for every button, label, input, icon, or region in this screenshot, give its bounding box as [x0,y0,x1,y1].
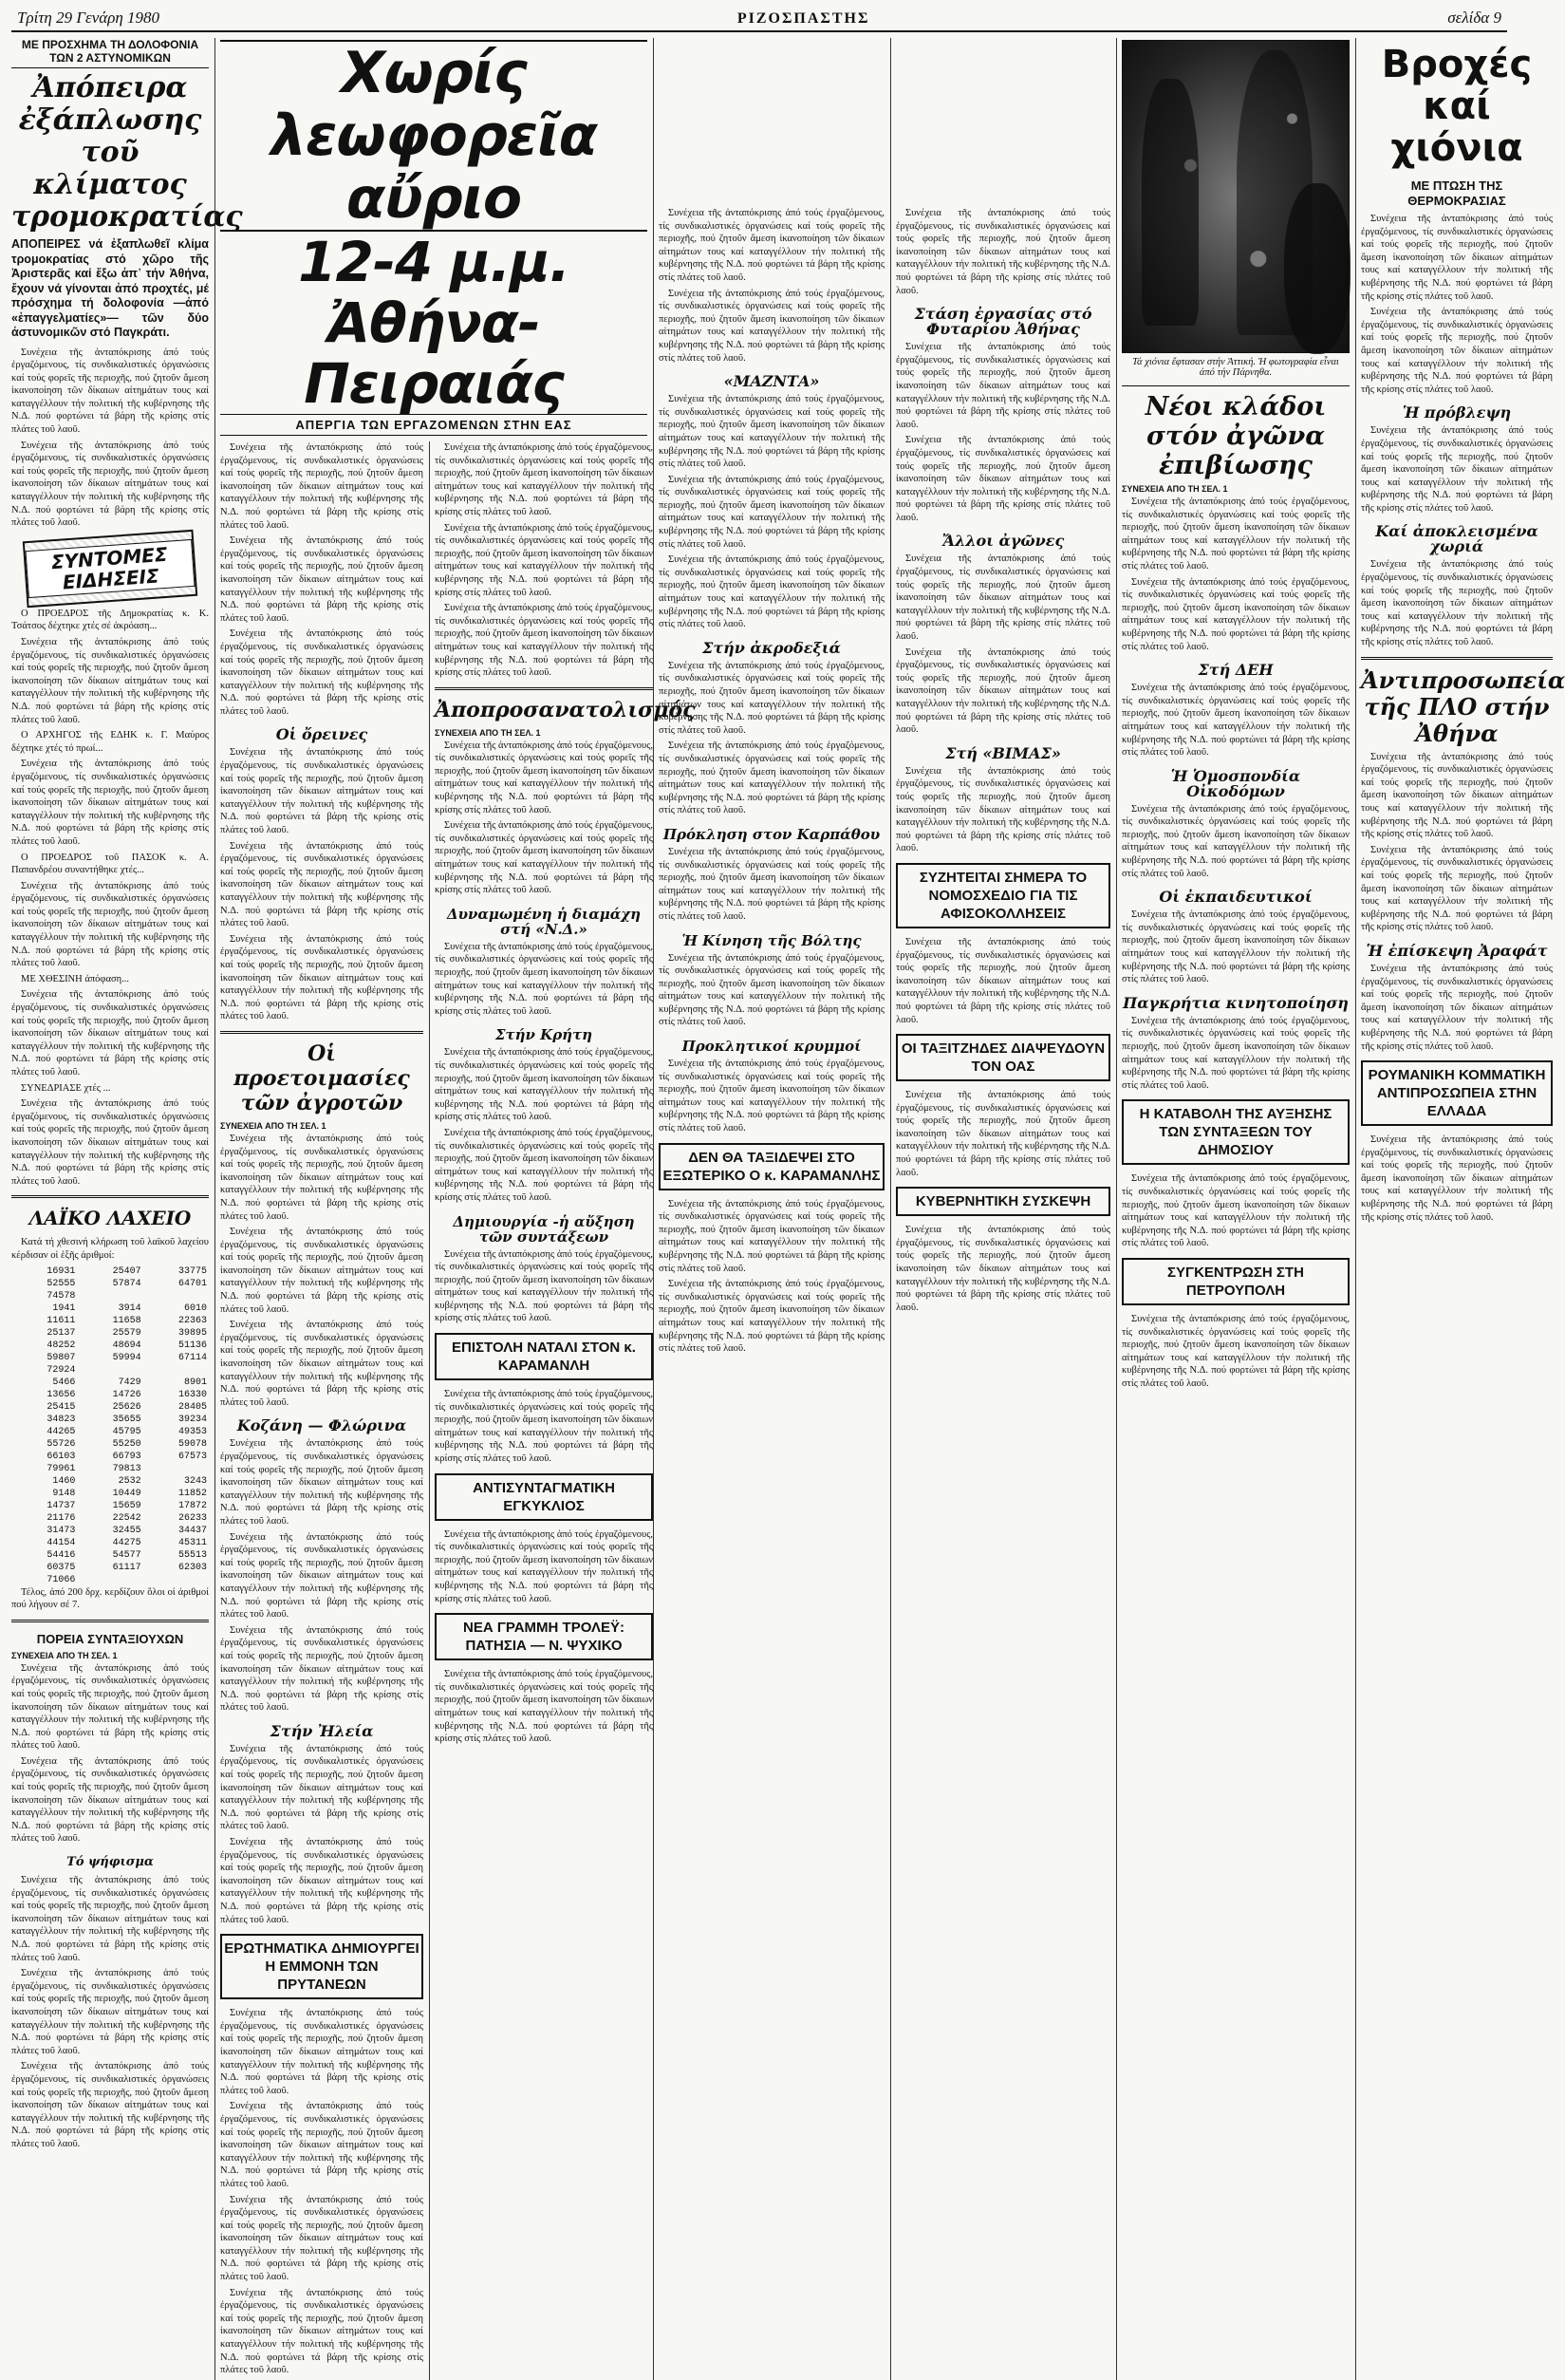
lottery-number: 45795 [112,1426,141,1437]
subhead-other-struggles: Ἄλλοι ἀγῶνες [941,532,1065,551]
headline-petroupoli: ΣΥΓΚΕΝΤΡΩΣΗ ΣΤΗ ΠΕΤΡΟΥΠΟΛΗ [1167,1264,1304,1299]
article-text: Συνέχεια τῆς ἀνταπόκρισης ἀπό τούς ἐργαζόμενους, τίς συνδικαλιστικές ὀργανώσεις καί τούς φορεῖς τῆς περιοχῆς, πού ζητοῦν ἄμεση ἱκανοποίηση τῶν δίκαιων αἰτημάτων τους καί καταγγέλλουν τήν πολιτική τῆς κυβέρνησης τῆς Ν.Δ. πού φορτώνει τά βάρη τῆς κρίσης στίς πλάτες τοῦ λαοῦ. [1361,844,1553,933]
govmeeting-box [896,1187,1110,1216]
subhead-arafat: Ἡ ἐπίσκεψη Ἀραφάτ [1366,941,1548,960]
article-text: Συνέχεια τῆς ἀνταπόκρισης ἀπό τούς ἐργαζόμενους, τίς συνδικαλιστικές ὀργανώσεις καί τούς φορεῖς τῆς περιοχῆς, πού ζητοῦν ἄμεση ἱκανοποίηση τῶν δίκαιων αἰτημάτων τους καί καταγγέλλουν τήν πολιτική τῆς κυβέρνησης τῆς Ν.Δ. πού φορτώνει τά βάρη τῆς κρίσης στίς πλάτες τοῦ λαοῦ. [220,747,423,836]
brief-item: Ο ΠΡΟΕΔΡΟΣ τοῦ ΠΑΣΟΚ κ. Α. Παπανδρέου συναντήθηκε χτές... [11,852,209,876]
lottery-row [11,1340,209,1352]
article-text: Συνέχεια τῆς ἀνταπόκρισης ἀπό τούς ἐργαζόμενους, τίς συνδικαλιστικές ὀργανώσεις καί τούς φορεῖς τῆς περιοχῆς, πού ζητοῦν ἄμεση ἱκανοποίηση τῶν δίκαιων αἰτημάτων τους καί καταγγέλλουν τήν πολιτική τῆς κυβέρνησης τῆς Ν.Δ. πού φορτώνει τά βάρη τῆς κρίσης στίς πλάτες τοῦ λαοῦ. [11,880,209,969]
lottery-number: 25626 [112,1401,141,1413]
article-text: Συνέχεια τῆς ἀνταπόκρισης ἀπό τούς ἐργαζόμενους, τίς συνδικαλιστικές ὀργανώσεις καί τούς φορεῖς τῆς περιοχῆς, πού ζητοῦν ἄμεση ἱκανοποίηση τῶν δίκαιων αἰτημάτων τους καί καταγγέλλουν τήν πολιτική τῆς κυβέρνησης τῆς Ν.Δ. πού φορτώνει τά βάρη τῆς κρίσης στίς πλάτες τοῦ λαοῦ. [896,647,1110,736]
continuation-label: ΣΥΝΕΧΕΙΑ ΑΠΟ ΤΗ ΣΕΛ. 1 [435,727,541,738]
lottery-number [143,1290,209,1302]
article-text: Συνέχεια τῆς ἀνταπόκρισης ἀπό τούς ἐργαζόμενους, τίς συνδικαλιστικές ὀργανώσεις καί τούς φορεῖς τῆς περιοχῆς, πού ζητοῦν ἄμεση ἱκανοποίηση τῶν δίκαιων αἰτημάτων τους καί καταγγέλλουν τήν πολιτική τῆς κυβέρνησης τῆς Ν.Δ. πού φορτώνει τά βάρη τῆς κρίσης στίς πλάτες τοῦ λαοῦ. [1122,1173,1350,1249]
lottery-number: 54416 [47,1549,76,1561]
subhead-mountain: Οἱ ὄρεινες [275,725,368,744]
lottery-number: 55726 [47,1438,76,1450]
article-text: Συνέχεια τῆς ἀνταπόκρισης ἀπό τούς ἐργαζόμενους, τίς συνδικαλιστικές ὀργανώσεις καί τούς φορεῖς τῆς περιοχῆς, πού ζητοῦν ἄμεση ἱκανοποίηση τῶν δίκαιων αἰτημάτων τους καί καταγγέλλουν τήν πολιτική τῆς κυβέρνησης τῆς Ν.Δ. πού φορτώνει τά βάρη τῆς κρίσης στίς πλάτες τοῦ λαοῦ. [1361,559,1553,648]
article-text: Συνέχεια τῆς ἀνταπόκρισης ἀπό τούς ἐργαζόμενους, τίς συνδικαλιστικές ὀργανώσεις καί τούς φορεῖς τῆς περιοχῆς, πού ζητοῦν ἄμεση ἱκανοποίηση τῶν δίκαιων αἰτημάτων τους καί καταγγέλλουν τήν πολιτική τῆς κυβέρνησης τῆς Ν.Δ. πού φορτώνει τά βάρη τῆς κρίσης στίς πλάτες τοῦ λαοῦ. [896,1090,1110,1178]
subhead-hidden: Προκλητικοί κρυμμοί [681,1038,862,1056]
lottery-number: 55250 [112,1438,141,1450]
article-text: Συνέχεια τῆς ἀνταπόκρισης ἀπό τούς ἐργαζόμενους, τίς συνδικαλιστικές ὀργανώσεις καί τούς φορεῖς τῆς περιοχῆς, πού ζητοῦν ἄμεση ἱκανοποίηση τῶν δίκαιων αἰτημάτων τους καί καταγγέλλουν τήν πολιτική τῆς κυβέρνησης τῆς Ν.Δ. πού φορτώνει τά βάρη τῆς κρίσης στίς πλάτες τοῦ λαοῦ. [220,1531,423,1621]
article-text: Συνέχεια τῆς ἀνταπόκρισης ἀπό τούς ἐργαζόμενους, τίς συνδικαλιστικές ὀργανώσεις καί τούς φορεῖς τῆς περιοχῆς, πού ζητοῦν ἄμεση ἱκανοποίηση τῶν δίκαιων αἰτημάτων τους καί καταγγέλλουν τήν πολιτική τῆς κυβέρνησης τῆς Ν.Δ. πού φορτώνει τά βάρη τῆς κρίσης στίς πλάτες τοῦ λαοῦ. [11,1098,209,1187]
lottery-number: 11852 [177,1488,207,1499]
lottery-number: 2532 [118,1475,141,1487]
lottery-row [11,1562,209,1574]
column-4 [653,38,885,2380]
lottery-number: 21176 [47,1512,76,1524]
article-text: Συνέχεια τῆς ἀνταπόκρισης ἀπό τούς ἐργαζόμενους, τίς συνδικαλιστικές ὀργανώσεις καί τούς φορεῖς τῆς περιοχῆς, πού ζητοῦν ἄμεση ἱκανοποίηση τῶν δίκαιων αἰτημάτων τους καί καταγγέλλουν τήν πολιτική τῆς κυβέρνησης τῆς Ν.Δ. πού φορτώνει τά βάρη τῆς κρίσης στίς πλάτες τοῦ λαοῦ. [659,660,885,736]
kicker-terror: ΜΕ ΠΡΟΣΧΗΜΑ ΤΗ ΔΟΛΟΦΟΝΙΑ ΤΩΝ 2 ΑΣΤΥΝΟΜΙΚΩΝ [11,38,209,68]
article-text: Συνέχεια τῆς ἀνταπόκρισης ἀπό τούς ἐργαζόμενους, τίς συνδικαλιστικές ὀργανώσεις καί τούς φορεῖς τῆς περιοχῆς, πού ζητοῦν ἄμεση ἱκανοποίηση τῶν δίκαιων αἰτημάτων τους καί καταγγέλλουν τήν πολιτική τῆς κυβέρνησης τῆς Ν.Δ. πού φορτώνει τά βάρη τῆς κρίσης στίς πλάτες τοῦ λαοῦ. [435,941,653,1017]
lottery-number: 57874 [112,1278,141,1289]
article-text: Συνέχεια τῆς ἀνταπόκρισης ἀπό τούς ἐργαζόμενους, τίς συνδικαλιστικές ὀργανώσεις καί τούς φορεῖς τῆς περιοχῆς, πού ζητοῦν ἄμεση ἱκανοποίηση τῶν δίκαιων αἰτημάτων τους καί καταγγέλλουν τήν πολιτική τῆς κυβέρνησης τῆς Ν.Δ. πού φορτώνει τά βάρη τῆς κρίσης στίς πλάτες τοῦ λαοῦ. [1122,909,1350,985]
lottery-row [11,1364,209,1377]
article-text: Συνέχεια τῆς ἀνταπόκρισης ἀπό τούς ἐργαζόμενους, τίς συνδικαλιστικές ὀργανώσεις καί τούς φορεῖς τῆς περιοχῆς, πού ζητοῦν ἄμεση ἱκανοποίηση τῶν δίκαιων αἰτημάτων τους καί καταγγέλλουν τήν πολιτική τῆς κυβέρνησης τῆς Ν.Δ. πού φορτώνει τά βάρη τῆς κρίσης στίς πλάτες τοῦ λαοῦ. [435,1669,653,1745]
lottery-row [11,1377,209,1389]
article-text: Συνέχεια τῆς ἀνταπόκρισης ἀπό τούς ἐργαζόμενους, τίς συνδικαλιστικές ὀργανώσεις καί τούς φορεῖς τῆς περιοχῆς, πού ζητοῦν ἄμεση ἱκανοποίηση τῶν δίκαιων αἰτημάτων τους καί καταγγέλλουν τήν πολιτική τῆς κυβέρνησης τῆς Ν.Δ. πού φορτώνει τά βάρη τῆς κρίσης στίς πλάτες τοῦ λαοῦ. [11,1755,209,1845]
headline-farmers: Οἱ προετοιμασίες τῶν ἀγροτῶν [233,1040,410,1115]
lottery-number: 28405 [177,1401,207,1413]
article-text: Συνέχεια τῆς ἀνταπόκρισης ἀπό τούς ἐργαζόμενους, τίς συνδικαλιστικές ὀργανώσεις καί τούς φορεῖς τῆς περιοχῆς, πού ζητοῦν ἄμεση ἱκανοποίηση τῶν δίκαιων αἰτημάτων τους καί καταγγέλλουν τήν πολιτική τῆς κυβέρνησης τῆς Ν.Δ. πού φορτώνει τά βάρη τῆς κρίσης στίς πλάτες τοῦ λαοῦ. [11,1875,209,1963]
lottery-row [11,1549,209,1562]
lottery-number: 13656 [47,1389,76,1400]
continuation-label: ΣΥΝΕΧΕΙΑ ΑΠΟ ΤΗ ΣΕΛ. 1 [1122,484,1228,494]
lottery-number: 22363 [177,1315,207,1326]
headline-rectors: ΕΡΩΤΗΜΑΤΙΚΑ ΔΗΜΙΟΥΡΓΕΙ Η ΕΜΜΟΝΗ ΤΩΝ ΠΡΥΤΑΝΕΩΝ [224,1940,419,1994]
lottery-row [11,1290,209,1302]
subhead-volti: Ἡ Κίνηση τῆς Βόλτης [681,931,862,949]
lottery-number: 15659 [112,1500,141,1511]
lottery-table [11,1265,209,1586]
lottery-number: 33775 [177,1265,207,1277]
subhead-builders: Ἡ Ὁμοσπονδία Οἰκοδόμων [1170,766,1301,800]
lottery-number: 6010 [183,1302,207,1314]
lottery-number: 54577 [112,1549,141,1561]
lottery-number: 1941 [52,1302,76,1314]
subhead-nursery: Στάση ἐργασίας στό Φυταρίου Ἀθήνας [914,305,1092,339]
lottery-row [11,1500,209,1512]
lottery-row [11,1315,209,1327]
lottery-number: 11658 [112,1315,141,1326]
photo-caption: Τά χιόνια ἔφτασαν στήν Ἀττική. Ἡ φωτογραφία εἶναι ἀπό τήν Πάρνηθα. [1132,357,1339,378]
article-text: Συνέχεια τῆς ἀνταπόκρισης ἀπό τούς ἐργαζόμενους, τίς συνδικαλιστικές ὀργανώσεις καί τούς φορεῖς τῆς περιοχῆς, πού ζητοῦν ἄμεση ἱκανοποίηση τῶν δίκαιων αἰτημάτων τους καί καταγγέλλουν τήν πολιτική τῆς κυβέρνησης τῆς Ν.Δ. πού φορτώνει τά βάρη τῆς κρίσης στίς πλάτες τοῦ λαοῦ. [435,442,653,517]
lottery-number: 72924 [47,1364,76,1376]
headline-circular: ΑΝΤΙΣΥΝΤΑΓΜΑΤΙΚΗ ΕΓΚΥΚΛΙΟΣ [473,1479,615,1514]
article-text: Συνέχεια τῆς ἀνταπόκρισης ἀπό τούς ἐργαζόμενους, τίς συνδικαλιστικές ὀργανώσεις καί τούς φορεῖς τῆς περιοχῆς, πού ζητοῦν ἄμεση ἱκανοποίηση τῶν δίκαιων αἰτημάτων τους καί καταγγέλλουν τήν πολιτική τῆς κυβέρνησης τῆς Ν.Δ. πού φορτώνει τά βάρη τῆς κρίσης στίς πλάτες τοῦ λαοῦ. [435,1389,653,1465]
lottery-number: 67114 [177,1352,207,1363]
article-text: Συνέχεια τῆς ἀνταπόκρισης ἀπό τούς ἐργαζόμενους, τίς συνδικαλιστικές ὀργανώσεις καί τούς φορεῖς τῆς περιοχῆς, πού ζητοῦν ἄμεση ἱκανοποίηση τῶν δίκαιων αἰτημάτων τους καί καταγγέλλουν τήν πολιτική τῆς κυβέρνησης τῆς Ν.Δ. πού φορτώνει τά βάρη τῆς κρίσης στίς πλάτες τοῦ λαοῦ. [659,1059,885,1134]
lottery-number: 44265 [47,1426,76,1437]
masthead [11,6,1507,32]
article-text: Συνέχεια τῆς ἀνταπόκρισης ἀπό τούς ἐργαζόμενους, τίς συνδικαλιστικές ὀργανώσεις καί τούς φορεῖς τῆς περιοχῆς, πού ζητοῦν ἄμεση ἱκανοποίηση τῶν δίκαιων αἰτημάτων τους καί καταγγέλλουν τήν πολιτική τῆς κυβέρνησης τῆς Ν.Δ. πού φορτώνει τά βάρη τῆς κρίσης στίς πλάτες τοῦ λαοῦ. [220,1837,423,1925]
karamanlis-box [659,1143,885,1190]
trolley-box [435,1613,653,1660]
subhead-weather: ΜΕ ΠΤΩΣΗ ΤΗΣ ΘΕΡΜΟΚΡΑΣΙΑΣ [1407,178,1506,208]
article-text: Συνέχεια τῆς ἀνταπόκρισης ἀπό τούς ἐργαζόμενους, τίς συνδικαλιστικές ὀργανώσεις καί τούς φορεῖς τῆς περιοχῆς, πού ζητοῦν ἄμεση ἱκανοποίηση τῶν δίκαιων αἰτημάτων τους καί καταγγέλλουν τήν πολιτική τῆς κυβέρνησης τῆς Ν.Δ. πού φορτώνει τά βάρη τῆς κρίσης στίς πλάτες τοῦ λαοῦ. [11,1662,209,1752]
lottery-number: 62303 [177,1562,207,1573]
pensions-box [1122,1099,1350,1165]
lottery-number: 59807 [47,1352,76,1363]
article-text: Συνέχεια τῆς ἀνταπόκρισης ἀπό τούς ἐργαζόμενους, τίς συνδικαλιστικές ὀργανώσεις καί τούς φορεῖς τῆς περιοχῆς, πού ζητοῦν ἄμεση ἱκανοποίηση τῶν δίκαιων αἰτημάτων τους καί καταγγέλλουν τήν πολιτική τῆς κυβέρνησης τῆς Ν.Δ. πού φορτώνει τά βάρη τῆς κρίσης στίς πλάτες τοῦ λαοῦ. [659,1198,885,1274]
romanian-box [1361,1060,1553,1126]
lottery-number: 52555 [47,1278,76,1289]
headline-new-sectors: Νέοι κλάδοι στόν ἀγῶνα ἐπιβίωσης [1145,392,1327,480]
columns [11,38,1565,2376]
lottery-row [11,1389,209,1401]
lottery-row [11,1475,209,1488]
subhead-nd: Δυναμωμένη ἡ διαμάχη στή «Ν.Δ.» [446,905,642,938]
lottery-row [11,1574,209,1586]
article-text: Συνέχεια τῆς ἀνταπόκρισης ἀπό τούς ἐργαζόμενους, τίς συνδικαλιστικές ὀργανώσεις καί τούς φορεῖς τῆς περιοχῆς, πού ζητοῦν ἄμεση ἱκανοποίηση τῶν δίκαιων αἰτημάτων τους καί καταγγέλλουν τήν πολιτική τῆς κυβέρνησης τῆς Ν.Δ. πού φορτώνει τά βάρη τῆς κρίσης στίς πλάτες τοῦ λαοῦ. [435,820,653,896]
article-text: Συνέχεια τῆς ἀνταπόκρισης ἀπό τούς ἐργαζόμενους, τίς συνδικαλιστικές ὀργανώσεις καί τούς φορεῖς τῆς περιοχῆς, πού ζητοῦν ἄμεση ἱκανοποίηση τῶν δίκαιων αἰτημάτων τους καί καταγγέλλουν τήν πολιτική τῆς κυβέρνησης τῆς Ν.Δ. πού φορτώνει τά βάρη τῆς κρίσης στίς πλάτες τοῦ λαοῦ. [659,208,885,283]
article-text: Συνέχεια τῆς ἀνταπόκρισης ἀπό τούς ἐργαζόμενους, τίς συνδικαλιστικές ὀργανώσεις καί τούς φορεῖς τῆς περιοχῆς, πού ζητοῦν ἄμεση ἱκανοποίηση τῶν δίκαιων αἰτημάτων τους καί καταγγέλλουν τήν πολιτική τῆς κυβέρνησης τῆς Ν.Δ. πού φορτώνει τά βάρη τῆς κρίσης στίς πλάτες τοῦ λαοῦ. [11,347,209,436]
lottery-number: 59078 [177,1438,207,1450]
column-6 [1116,38,1350,2380]
subhead-kozani: Κοζάνη — Φλώρινα [236,1416,407,1435]
headline-gov-meeting: ΚΥΒΕΡΝΗΤΙΚΗ ΣΥΣΚΕΨΗ [915,1193,1091,1210]
lottery-number: 51136 [177,1340,207,1351]
lottery-number: 5466 [52,1377,76,1388]
subhead-ilia: Στήν Ἠλεία [270,1721,374,1740]
page-number: σελίδα 9 [1447,9,1501,27]
lottery-number: 7429 [118,1377,141,1388]
posters-box [896,863,1110,928]
snow-photo [1122,40,1350,353]
taxi-box [896,1034,1110,1081]
article-text: Συνέχεια τῆς ἀνταπόκρισης ἀπό τούς ἐργαζόμενους, τίς συνδικαλιστικές ὀργανώσεις καί τούς φορεῖς τῆς περιοχῆς, πού ζητοῦν ἄμεση ἱκανοποίηση τῶν δίκαιων αἰτημάτων τους καί καταγγέλλουν τήν πολιτική τῆς κυβέρνησης τῆς Ν.Δ. πού φορτώνει τά βάρη τῆς κρίσης στίς πλάτες τοῦ λαοῦ. [896,435,1110,523]
article-text: Συνέχεια τῆς ἀνταπόκρισης ἀπό τούς ἐργαζόμενους, τίς συνδικαλιστικές ὀργανώσεις καί τούς φορεῖς τῆς περιοχῆς, πού ζητοῦν ἄμεση ἱκανοποίηση τῶν δίκαιων αἰτημάτων τους καί καταγγέλλουν τήν πολιτική τῆς κυβέρνησης τῆς Ν.Δ. πού φορτώνει τά βάρη τῆς κρίσης στίς πλάτες τοῦ λαοῦ. [896,342,1110,430]
subhead-isolated: Καί ἀποκλεισμένα χωριά [1375,522,1538,556]
lottery-number: 16330 [177,1389,207,1400]
article-text: Συνέχεια τῆς ἀνταπόκρισης ἀπό τούς ἐργαζόμενους, τίς συνδικαλιστικές ὀργανώσεις καί τούς φορεῖς τῆς περιοχῆς, πού ζητοῦν ἄμεση ἱκανοποίηση τῶν δίκαιων αἰτημάτων τους καί καταγγέλλουν τήν πολιτική τῆς κυβέρνησης τῆς Ν.Δ. πού φορτώνει τά βάρη τῆς κρίσης στίς πλάτες τοῦ λαοῦ. [1122,1015,1350,1091]
article-text: Συνέχεια τῆς ἀνταπόκρισης ἀπό τούς ἐργαζόμενους, τίς συνδικαλιστικές ὀργανώσεις καί τούς φορεῖς τῆς περιοχῆς, πού ζητοῦν ἄμεση ἱκανοποίηση τῶν δίκαιων αἰτημάτων τους καί καταγγέλλουν τήν πολιτική τῆς κυβέρνησης τῆς Ν.Δ. πού φορτώνει τά βάρη τῆς κρίσης στίς πλάτες τοῦ λαοῦ. [1361,1134,1553,1223]
headline-posters: ΣΥΖΗΤΕΙΤΑΙ ΣΗΜΕΡΑ ΤΟ ΝΟΜΟΣΧΕΔΙΟ ΓΙΑ ΤΙΣ ΑΦΙΣΟΚΟΛΛΗΣΕΙΣ [919,869,1088,922]
lottery-number: 8901 [183,1377,207,1388]
article-text: Συνέχεια τῆς ἀνταπόκρισης ἀπό τούς ἐργαζόμενους, τίς συνδικαλιστικές ὀργανώσεις καί τούς φορεῖς τῆς περιοχῆς, πού ζητοῦν ἄμεση ἱκανοποίηση τῶν δίκαιων αἰτημάτων τους καί καταγγέλλουν τήν πολιτική τῆς κυβέρνησης τῆς Ν.Δ. πού φορτώνει τά βάρη τῆς κρίσης στίς πλάτες τοῦ λαοῦ. [220,933,423,1022]
subhead-forecast: Ἡ πρόβλεψη [1402,403,1512,422]
article-text: Συνέχεια τῆς ἀνταπόκρισης ἀπό τούς ἐργαζόμενους, τίς συνδικαλιστικές ὀργανώσεις καί τούς φορεῖς τῆς περιοχῆς, πού ζητοῦν ἄμεση ἱκανοποίηση τῶν δίκαιων αἰτημάτων τους καί καταγγέλλουν τήν πολιτική τῆς κυβέρνησης τῆς Ν.Δ. πού φορτώνει τά βάρη τῆς κρίσης στίς πλάτες τοῦ λαοῦ. [11,759,209,847]
headline-trolley: ΝΕΑ ΓΡΑΜΜΗ ΤΡΟΛΕΫ: ΠΑΤΗΣΙΑ — Ν. ΨΥΧΙΚΟ [462,1620,624,1655]
lottery-number: 64701 [177,1278,207,1289]
lottery-row [11,1488,209,1500]
continuation-label: ΣΥΝΕΧΕΙΑ ΑΠΟ ΤΗ ΣΕΛ. 1 [220,1120,326,1131]
article-text: Συνέχεια τῆς ἀνταπόκρισης ἀπό τούς ἐργαζόμενους, τίς συνδικαλιστικές ὀργανώσεις καί τούς φορεῖς τῆς περιοχῆς, πού ζητοῦν ἄμεση ἱκανοποίηση τῶν δίκαιων αἰτημάτων τους καί καταγγέλλουν τήν πολιτική τῆς κυβέρνησης τῆς Ν.Δ. πού φορτώνει τά βάρη τῆς κρίσης στίς πλάτες τοῦ λαοῦ. [659,952,885,1028]
lottery-row [11,1401,209,1414]
lottery-number: 66793 [112,1451,141,1462]
lottery-number: 14726 [112,1389,141,1400]
article-text: Συνέχεια τῆς ἀνταπόκρισης ἀπό τούς ἐργαζόμενους, τίς συνδικαλιστικές ὀργανώσεις καί τούς φορεῖς τῆς περιοχῆς, πού ζητοῦν ἄμεση ἱκανοποίηση τῶν δίκαιων αἰτημάτων τους καί καταγγέλλουν τήν πολιτική τῆς κυβέρνησης τῆς Ν.Δ. πού φορτώνει τά βάρη τῆς κρίσης στίς πλάτες τοῦ λαοῦ. [11,637,209,725]
article-text: Συνέχεια τῆς ἀνταπόκρισης ἀπό τούς ἐργαζόμενους, τίς συνδικαλιστικές ὀργανώσεις καί τούς φορεῖς τῆς περιοχῆς, πού ζητοῦν ἄμεση ἱκανοποίηση τῶν δίκαιων αἰτημάτων τους καί καταγγέλλουν τήν πολιτική τῆς κυβέρνησης τῆς Ν.Δ. πού φορτώνει τά βάρη τῆς κρίσης στίς πλάτες τοῦ λαοῦ. [659,288,885,364]
article-text: Συνέχεια τῆς ἀνταπόκρισης ἀπό τούς ἐργαζόμενους, τίς συνδικαλιστικές ὀργανώσεις καί τούς φορεῖς τῆς περιοχῆς, πού ζητοῦν ἄμεση ἱκανοποίηση τῶν δίκαιων αἰτημάτων τους καί καταγγέλλουν τήν πολιτική τῆς κυβέρνησης τῆς Ν.Δ. πού φορτώνει τά βάρη τῆς κρίσης στίς πλάτες τοῦ λαοῦ. [220,1438,423,1527]
article-text: Συνέχεια τῆς ἀνταπόκρισης ἀπό τούς ἐργαζόμενους, τίς συνδικαλιστικές ὀργανώσεις καί τούς φορεῖς τῆς περιοχῆς, πού ζητοῦν ἄμεση ἱκανοποίηση τῶν δίκαιων αἰτημάτων τους καί καταγγέλλουν τήν πολιτική τῆς κυβέρνησης τῆς Ν.Δ. πού φορτώνει τά βάρη τῆς κρίσης στίς πλάτες τοῦ λαοῦ. [1122,683,1350,759]
lottery-number: 31473 [47,1525,76,1536]
lottery-number [77,1290,142,1302]
headline-taxi: ΟΙ ΤΑΞΙΤΖΗΔΕΣ ΔΙΑΨΕΥΔΟΥΝ ΤΟΝ ΟΑΣ [901,1040,1106,1076]
article-text: Συνέχεια τῆς ἀνταπόκρισης ἀπό τούς ἐργαζόμενους, τίς συνδικαλιστικές ὀργανώσεις καί τούς φορεῖς τῆς περιοχῆς, πού ζητοῦν ἄμεση ἱκανοποίηση τῶν δίκαιων αἰτημάτων τους καί καταγγέλλουν τήν πολιτική τῆς κυβέρνησης τῆς Ν.Δ. πού φορτώνει τά βάρη τῆς κρίσης στίς πλάτες τοῦ λαοῦ. [659,1279,885,1355]
article-text: Συνέχεια τῆς ἀνταπόκρισης ἀπό τούς ἐργαζόμενους, τίς συνδικαλιστικές ὀργανώσεις καί τούς φορεῖς τῆς περιοχῆς, πού ζητοῦν ἄμεση ἱκανοποίηση τῶν δίκαιων αἰτημάτων τους καί καταγγέλλουν τήν πολιτική τῆς κυβέρνησης τῆς Ν.Δ. πού φορτώνει τά βάρη τῆς κρίσης στίς πλάτες τοῦ λαοῦ. [11,989,209,1078]
article-text: Συνέχεια τῆς ἀνταπόκρισης ἀπό τούς ἐργαζόμενους, τίς συνδικαλιστικές ὀργανώσεις καί τούς φορεῖς τῆς περιοχῆς, πού ζητοῦν ἄμεση ἱκανοποίηση τῶν δίκαιων αἰτημάτων τους καί καταγγέλλουν τήν πολιτική τῆς κυβέρνησης τῆς Ν.Δ. πού φορτώνει τά βάρη τῆς κρίσης στίς πλάτες τοῦ λαοῦ. [659,394,885,470]
lottery-number: 39895 [177,1327,207,1339]
natali-box [435,1333,653,1380]
article-text: Συνέχεια τῆς ἀνταπόκρισης ἀπό τούς ἐργαζόμενους, τίς συνδικαλιστικές ὀργανώσεις καί τούς φορεῖς τῆς περιοχῆς, πού ζητοῦν ἄμεση ἱκανοποίηση τῶν δίκαιων αἰτημάτων τους καί καταγγέλλουν τήν πολιτική τῆς κυβέρνησης τῆς Ν.Δ. πού φορτώνει τά βάρη τῆς κρίσης στίς πλάτες τοῦ λαοῦ. [220,2008,423,2096]
lottery-number: 67573 [177,1451,207,1462]
lottery-number: 66103 [47,1451,76,1462]
subhead-teachers: Οἱ ἐκπαιδευτικοί [1159,888,1313,907]
bus-subhead: ΑΠΕΡΓΙΑ ΤΩΝ ΕΡΓΑΖΟΜΕΝΩΝ ΣΤΗΝ ΕΑΣ [220,414,647,436]
brief-news-label: ΣΥΝΤΟΜΕΣ ΕΙΔΗΣΕΙΣ [25,539,195,598]
lottery-intro: Κατά τή χθεσινή κλήρωση τοῦ λαϊκοῦ λαχείου κέρδισαν οἱ ἑξῆς ἀριθμοί: [11,1237,209,1261]
lottery-number: 25579 [112,1327,141,1339]
column-1 [11,38,243,2380]
circular-box [435,1473,653,1521]
lottery-number: 25407 [112,1265,141,1277]
lottery-number: 16931 [47,1265,76,1277]
subhead-provocation: Πρόκληση στον Καρπάθου [662,825,881,843]
article-text: Συνέχεια τῆς ἀνταπόκρισης ἀπό τούς ἐργαζόμενους, τίς συνδικαλιστικές ὀργανώσεις καί τούς φορεῖς τῆς περιοχῆς, πού ζητοῦν ἄμεση ἱκανοποίηση τῶν δίκαιων αἰτημάτων τους καί καταγγέλλουν τήν πολιτική τῆς κυβέρνησης τῆς Ν.Δ. πού φορτώνει τά βάρη τῆς κρίσης στίς πλάτες τοῦ λαοῦ. [220,840,423,929]
article-text: Συνέχεια τῆς ἀνταπόκρισης ἀπό τούς ἐργαζόμενους, τίς συνδικαλιστικές ὀργανώσεις καί τούς φορεῖς τῆς περιοχῆς, πού ζητοῦν ἄμεση ἱκανοποίηση τῶν δίκαιων αἰτημάτων τους καί καταγγέλλουν τήν πολιτική τῆς κυβέρνησης τῆς Ν.Δ. πού φορτώνει τά βάρη τῆς κρίσης στίς πλάτες τοῦ λαοῦ. [220,1320,423,1408]
lottery-number: 3243 [183,1475,207,1487]
lottery-number: 39234 [177,1414,207,1425]
lottery-row [11,1525,209,1537]
article-text: Συνέχεια τῆς ἀνταπόκρισης ἀπό τούς ἐργαζόμενους, τίς συνδικαλιστικές ὀργανώσεις καί τούς φορεῖς τῆς περιοχῆς, πού ζητοῦν ἄμεση ἱκανοποίηση τῶν δίκαιων αἰτημάτων τους καί καταγγέλλουν τήν πολιτική τῆς κυβέρνησης τῆς Ν.Δ. πού φορτώνει τά βάρη τῆς κρίσης στίς πλάτες τοῦ λαοῦ. [896,765,1110,854]
lottery-outro: Τέλος, ἀπό 200 δρχ. κερδίζουν ὅλοι οἱ ἀριθμοί πού λήγουν σέ 7. [11,1586,209,1611]
headline-romanian: ΡΟΥΜΑΝΙΚΗ ΚΟΜΜΑΤΙΚΗ ΑΝΤΙΠΡΟΣΩΠΕΙΑ ΣΤΗΝ ΕΛΛΑΔΑ [1368,1067,1546,1120]
bus-strike-story [214,38,696,2380]
article-text: Συνέχεια τῆς ἀνταπόκρισης ἀπό τούς ἐργαζόμενους, τίς συνδικαλιστικές ὀργανώσεις καί τούς φορεῖς τῆς περιοχῆς, πού ζητοῦν ἄμεση ἱκανοποίηση τῶν δίκαιων αἰτημάτων τους καί καταγγέλλουν τήν πολιτική τῆς κυβέρνησης τῆς Ν.Δ. πού φορτώνει τά βάρη τῆς κρίσης στίς πλάτες τοῦ λαοῦ. [659,846,885,922]
brief-item: ΣΥΝΕΔΡΙΑΣΕ χτές ... [21,1082,111,1094]
headline-karamanlis: ΔΕΝ ΘΑ ΤΑΞΙΔΕΨΕΙ ΣΤΟ ΕΞΩΤΕΡΙΚΟ Ο κ. ΚΑΡΑΜΑΝΛΗΣ [662,1149,881,1184]
lottery-number: 79813 [112,1463,141,1474]
lottery-row [11,1512,209,1525]
lottery-number: 26233 [177,1512,207,1524]
lottery-number: 49353 [177,1426,207,1437]
article-text: Συνέχεια τῆς ἀνταπόκρισης ἀπό τούς ἐργαζόμενους, τίς συνδικαλιστικές ὀργανώσεις καί τούς φορεῖς τῆς περιοχῆς, πού ζητοῦν ἄμεση ἱκανοποίηση τῶν δίκαιων αἰτημάτων τους καί καταγγέλλουν τήν πολιτική τῆς κυβέρνησης τῆς Ν.Δ. πού φορτώνει τά βάρη τῆς κρίσης στίς πλάτες τοῦ λαοῦ. [659,474,885,550]
questions-box [220,1934,423,1999]
lottery-number: 71066 [47,1574,76,1585]
lottery-number: 9148 [52,1488,76,1499]
article-text: Συνέχεια τῆς ἀνταπόκρισης ἀπό τούς ἐργαζόμενους, τίς συνδικαλιστικές ὀργανώσεις καί τούς φορεῖς τῆς περιοχῆς, πού ζητοῦν ἄμεση ἱκανοποίηση τῶν δίκαιων αἰτημάτων τους καί καταγγέλλουν τήν πολιτική τῆς κυβέρνησης τῆς Ν.Δ. πού φορτώνει τά βάρη τῆς κρίσης στίς πλάτες τοῦ λαοῦ. [896,208,1110,296]
article-text: Συνέχεια τῆς ἀνταπόκρισης ἀπό τούς ἐργαζόμενους, τίς συνδικαλιστικές ὀργανώσεις καί τούς φορεῖς τῆς περιοχῆς, πού ζητοῦν ἄμεση ἱκανοποίηση τῶν δίκαιων αἰτημάτων τους καί καταγγέλλουν τήν πολιτική τῆς κυβέρνησης τῆς Ν.Δ. πού φορτώνει τά βάρη τῆς κρίσης στίς πλάτες τοῦ λαοῦ. [1361,963,1553,1052]
article-text: Συνέχεια τῆς ἀνταπόκρισης ἀπό τούς ἐργαζόμενους, τίς συνδικαλιστικές ὀργανώσεις καί τούς φορεῖς τῆς περιοχῆς, πού ζητοῦν ἄμεση ἱκανοποίηση τῶν δίκαιων αἰτημάτων τους καί καταγγέλλουν τήν πολιτική τῆς κυβέρνησης τῆς Ν.Δ. πού φορτώνει τά βάρη τῆς κρίσης στίς πλάτες τοῦ λαοῦ. [1361,214,1553,302]
article-text: Συνέχεια τῆς ἀνταπόκρισης ἀπό τούς ἐργαζόμενους, τίς συνδικαλιστικές ὀργανώσεις καί τούς φορεῖς τῆς περιοχῆς, πού ζητοῦν ἄμεση ἱκανοποίηση τῶν δίκαιων αἰτημάτων τους καί καταγγέλλουν τήν πολιτική τῆς κυβέρνησης τῆς Ν.Δ. πού φορτώνει τά βάρη τῆς κρίσης στίς πλάτες τοῦ λαοῦ. [435,1127,653,1203]
lottery-number: 48694 [112,1340,141,1351]
headline-disorientation: Ἀποπροσανατολισμός [435,697,696,722]
lottery-row [11,1302,209,1315]
article-text: Συνέχεια τῆς ἀνταπόκρισης ἀπό τούς ἐργαζόμενους, τίς συνδικαλιστικές ὀργανώσεις καί τούς φορεῖς τῆς περιοχῆς, πού ζητοῦν ἄμεση ἱκανοποίηση τῶν δίκαιων αἰτημάτων τους καί καταγγέλλουν τήν πολιτική τῆς κυβέρνησης τῆς Ν.Δ. πού φορτώνει τά βάρη τῆς κρίσης στίς πλάτες τοῦ λαοῦ. [1361,751,1553,840]
bus-headline-line2: 12-4 μ.μ. Ἀθήνα-Πειραιάς [298,230,569,416]
lottery-number [143,1463,209,1475]
article-text: Συνέχεια τῆς ἀνταπόκρισης ἀπό τούς ἐργαζόμενους, τίς συνδικαλιστικές ὀργανώσεις καί τούς φορεῖς τῆς περιοχῆς, πού ζητοῦν ἄμεση ἱκανοποίηση τῶν δίκαιων αἰτημάτων τους καί καταγγέλλουν τήν πολιτική τῆς κυβέρνησης τῆς Ν.Δ. πού φορτώνει τά βάρη τῆς κρίσης στίς πλάτες τοῦ λαοῦ. [1122,1313,1350,1389]
article-text: Συνέχεια τῆς ἀνταπόκρισης ἀπό τούς ἐργαζόμενους, τίς συνδικαλιστικές ὀργανώσεις καί τούς φορεῖς τῆς περιοχῆς, πού ζητοῦν ἄμεση ἱκανοποίηση τῶν δίκαιων αἰτημάτων τους καί καταγγέλλουν τήν πολιτική τῆς κυβέρνησης τῆς Ν.Δ. πού φορτώνει τά βάρη τῆς κρίσης στίς πλάτες τοῦ λαοῦ. [435,1248,653,1324]
lottery-number [77,1364,142,1377]
lottery-row [11,1265,209,1278]
article-text: Συνέχεια τῆς ἀνταπόκρισης ἀπό τούς ἐργαζόμενους, τίς συνδικαλιστικές ὀργανώσεις καί τούς φορεῖς τῆς περιοχῆς, πού ζητοῦν ἄμεση ἱκανοποίηση τῶν δίκαιων αἰτημάτων τους καί καταγγέλλουν τήν πολιτική τῆς κυβέρνησης τῆς Ν.Δ. πού φορτώνει τά βάρη τῆς κρίσης στίς πλάτες τοῦ λαοῦ. [220,2194,423,2283]
lottery-number: 3914 [118,1302,141,1314]
lottery-number: 74578 [47,1290,76,1302]
brief-item: Ο ΑΡΧΗΓΟΣ τῆς ΕΔΗΚ κ. Γ. Μαύρος δέχτηκε χτές τό πρωί... [11,730,209,754]
bus-headline-line1: Χωρίς λεωφορεῖα αὔριο [220,40,647,232]
article-text: Συνέχεια τῆς ἀνταπόκρισης ἀπό τούς ἐργαζόμενους, τίς συνδικαλιστικές ὀργανώσεις καί τούς φορεῖς τῆς περιοχῆς, πού ζητοῦν ἄμεση ἱκανοποίηση τῶν δίκαιων αἰτημάτων τους καί καταγγέλλουν τήν πολιτική τῆς κυβέρνησης τῆς Ν.Δ. πού φορτώνει τά βάρη τῆς κρίσης στίς πλάτες τοῦ λαοῦ. [11,1968,209,2056]
lottery-row [11,1414,209,1426]
article-text: Συνέχεια τῆς ἀνταπόκρισης ἀπό τούς ἐργαζόμενους, τίς συνδικαλιστικές ὀργανώσεις καί τούς φορεῖς τῆς περιοχῆς, πού ζητοῦν ἄμεση ἱκανοποίηση τῶν δίκαιων αἰτημάτων τους καί καταγγέλλουν τήν πολιτική τῆς κυβέρνησης τῆς Ν.Δ. πού φορτώνει τά βάρη τῆς κρίσης στίς πλάτες τοῦ λαοῦ. [1361,425,1553,514]
lottery-number: 25415 [47,1401,76,1413]
lottery-row [11,1278,209,1290]
column-3 [429,441,696,2380]
article-text: Συνέχεια τῆς ἀνταπόκρισης ἀπό τούς ἐργαζόμενους, τίς συνδικαλιστικές ὀργανώσεις καί τούς φορεῖς τῆς περιοχῆς, πού ζητοῦν ἄμεση ἱκανοποίηση τῶν δίκαιων αἰτημάτων τους καί καταγγέλλουν τήν πολιτική τῆς κυβέρνησης τῆς Ν.Δ. πού φορτώνει τά βάρη τῆς κρίσης στίς πλάτες τοῦ λαοῦ. [435,1528,653,1604]
column-2 [220,441,423,2380]
headline-terror: Ἀπόπειρα ἐξάπλωσης τοῦ κλίματος τρομοκρατίας [11,71,243,234]
lottery-number: 60375 [47,1562,76,1573]
article-text: Συνέχεια τῆς ἀνταπόκρισης ἀπό τούς ἐργαζόμενους, τίς συνδικαλιστικές ὀργανώσεις καί τούς φορεῖς τῆς περιοχῆς, πού ζητοῦν ἄμεση ἱκανοποίηση τῶν δίκαιων αἰτημάτων τους καί καταγγέλλουν τήν πολιτική τῆς κυβέρνησης τῆς Ν.Δ. πού φορτώνει τά βάρη τῆς κρίσης στίς πλάτες τοῦ λαοῦ. [220,1743,423,1832]
lottery-number [143,1574,209,1586]
lottery-number: 10449 [112,1488,141,1499]
article-text: Συνέχεια τῆς ἀνταπόκρισης ἀπό τούς ἐργαζόμενους, τίς συνδικαλιστικές ὀργανώσεις καί τούς φορεῖς τῆς περιοχῆς, πού ζητοῦν ἄμεση ἱκανοποίηση τῶν δίκαιων αἰτημάτων τους καί καταγγέλλουν τήν πολιτική τῆς κυβέρνησης τῆς Ν.Δ. πού φορτώνει τά βάρη τῆς κρίσης στίς πλάτες τοῦ λαοῦ. [220,2101,423,2189]
pensioners-headline: ΠΟΡΕΙΑ ΣΥΝΤΑΞΙΟΥΧΩΝ [36,1631,184,1646]
brief-news-logo [23,530,197,608]
article-text: Συνέχεια τῆς ἀνταπόκρισης ἀπό τούς ἐργαζόμενους, τίς συνδικαλιστικές ὀργανώσεις καί τούς φορεῖς τῆς περιοχῆς, πού ζητοῦν ἄμεση ἱκανοποίηση τῶν δίκαιων αἰτημάτων τους καί καταγγέλλουν τήν πολιτική τῆς κυβέρνησης τῆς Ν.Δ. πού φορτώνει τά βάρη τῆς κρίσης στίς πλάτες τοῦ λαοῦ. [1122,497,1350,572]
article-text: Συνέχεια τῆς ἀνταπόκρισης ἀπό τούς ἐργαζόμενους, τίς συνδικαλιστικές ὀργανώσεις καί τούς φορεῖς τῆς περιοχῆς, πού ζητοῦν ἄμεση ἱκανοποίηση τῶν δίκαιων αἰτημάτων τους καί καταγγέλλουν τήν πολιτική τῆς κυβέρνησης τῆς Ν.Δ. πού φορτώνει τά βάρη τῆς κρίσης στίς πλάτες τοῦ λαοῦ. [1122,803,1350,879]
article-text: Συνέχεια τῆς ἀνταπόκρισης ἀπό τούς ἐργαζόμενους, τίς συνδικαλιστικές ὀργανώσεις καί τούς φορεῖς τῆς περιοχῆς, πού ζητοῦν ἄμεση ἱκανοποίηση τῶν δίκαιων αἰτημάτων τους καί καταγγέλλουν τήν πολιτική τῆς κυβέρνησης τῆς Ν.Δ. πού φορτώνει τά βάρη τῆς κρίσης στίς πλάτες τοῦ λαοῦ. [659,740,885,816]
lottery-number: 22542 [112,1512,141,1524]
lottery-row [11,1463,209,1475]
article-text: Συνέχεια τῆς ἀνταπόκρισης ἀπό τούς ἐργαζόμενους, τίς συνδικαλιστικές ὀργανώσεις καί τούς φορεῖς τῆς περιοχῆς, πού ζητοῦν ἄμεση ἱκανοποίηση τῶν δίκαιων αἰτημάτων τους καί καταγγέλλουν τήν πολιτική τῆς κυβέρνησης τῆς Ν.Δ. πού φορτώνει τά βάρη τῆς κρίσης στίς πλάτες τοῦ λαοῦ. [220,442,423,531]
paper-name: ΡΙΖΟΣΠΑΣΤΗΣ [736,10,870,27]
article-text: Συνέχεια τῆς ἀνταπόκρισης ἀπό τούς ἐργαζόμενους, τίς συνδικαλιστικές ὀργανώσεις καί τούς φορεῖς τῆς περιοχῆς, πού ζητοῦν ἄμεση ἱκανοποίηση τῶν δίκαιων αἰτημάτων τους καί καταγγέλλουν τήν πολιτική τῆς κυβέρνησης τῆς Ν.Δ. πού φορτώνει τά βάρη τῆς κρίσης στίς πλάτες τοῦ λαοῦ. [220,1624,423,1714]
lottery-number: 44154 [47,1537,76,1548]
brief-item: Ο ΠΡΟΕΔΡΟΣ τῆς Δημοκρατίας κ. Κ. Τσάτσος δέχτηκε χτές σέ ἀκρόαση... [11,608,209,632]
lottery-number: 17872 [177,1500,207,1511]
continuation-label: ΣΥΝΕΧΕΙΑ ΑΠΟ ΤΗ ΣΕΛ. 1 [11,1650,118,1660]
article-text: Συνέχεια τῆς ἀνταπόκρισης ἀπό τούς ἐργαζόμενους, τίς συνδικαλιστικές ὀργανώσεις καί τούς φορεῖς τῆς περιοχῆς, πού ζητοῦν ἄμεση ἱκανοποίηση τῶν δίκαιων αἰτημάτων τους καί καταγγέλλουν τήν πολιτική τῆς κυβέρνησης τῆς Ν.Δ. πού φορτώνει τά βάρη τῆς κρίσης στίς πλάτες τοῦ λαοῦ. [896,936,1110,1025]
lottery-number: 11611 [47,1315,76,1326]
article-text: Συνέχεια τῆς ἀνταπόκρισης ἀπό τούς ἐργαζόμενους, τίς συνδικαλιστικές ὀργανώσεις καί τούς φορεῖς τῆς περιοχῆς, πού ζητοῦν ἄμεση ἱκανοποίηση τῶν δίκαιων αἰτημάτων τους καί καταγγέλλουν τήν πολιτική τῆς κυβέρνησης τῆς Ν.Δ. πού φορτώνει τά βάρη τῆς κρίσης στίς πλάτες τοῦ λαοῦ. [659,554,885,630]
lottery-row [11,1438,209,1451]
article-text: Συνέχεια τῆς ἀνταπόκρισης ἀπό τούς ἐργαζόμενους, τίς συνδικαλιστικές ὀργανώσεις καί τούς φορεῖς τῆς περιοχῆς, πού ζητοῦν ἄμεση ἱκανοποίηση τῶν δίκαιων αἰτημάτων τους καί καταγγέλλουν τήν πολιτική τῆς κυβέρνησης τῆς Ν.Δ. πού φορτώνει τά βάρη τῆς κρίσης στίς πλάτες τοῦ λαοῦ. [435,603,653,679]
lottery-number: 1460 [52,1475,76,1487]
resolution-subhead: Τό ψήφισμα [66,1855,154,1870]
lottery-number: 44275 [112,1537,141,1548]
lottery-number: 32455 [112,1525,141,1536]
article-text: Συνέχεια τῆς ἀνταπόκρισης ἀπό τούς ἐργαζόμενους, τίς συνδικαλιστικές ὀργανώσεις καί τούς φορεῖς τῆς περιοχῆς, πού ζητοῦν ἄμεση ἱκανοποίηση τῶν δίκαιων αἰτημάτων τους καί καταγγέλλουν τήν πολιτική τῆς κυβέρνησης τῆς Ν.Δ. πού φορτώνει τά βάρη τῆς κρίσης στίς πλάτες τοῦ λαοῦ. [11,440,209,529]
lottery-headline: ΛΑΪΚΟ ΛΑΧΕΙΟ [28,1207,192,1230]
headline-weather: Βροχές καί χιόνια [1381,43,1533,170]
lottery-number: 35655 [112,1414,141,1425]
article-text: Συνέχεια τῆς ἀνταπόκρισης ἀπό τούς ἐργαζόμενους, τίς συνδικαλιστικές ὀργανώσεις καί τούς φορεῖς τῆς περιοχῆς, πού ζητοῦν ἄμεση ἱκανοποίηση τῶν δίκαιων αἰτημάτων τους καί καταγγέλλουν τήν πολιτική τῆς κυβέρνησης τῆς Ν.Δ. πού φορτώνει τά βάρη τῆς κρίσης στίς πλάτες τοῦ λαοῦ. [896,1225,1110,1313]
lede-terror: ΑΠΟΠΕΙΡΕΣ νά ἐξαπλωθεῖ κλίμα τρομοκρατίας στό χῶρο τῆς Ἀριστερᾶς καί ἔξω ἀπ᾽ τήν Ἀθήνα, ἔχουν νά γίνονται ἀπό προχτές, μέ πρόσχημα τή δολοφονία —ἀπό «ἐπαγγελματίες»— τῶν δύο ἀστυνομικῶν στό Παγκράτι. [11,237,209,339]
article-text: Συνέχεια τῆς ἀνταπόκρισης ἀπό τούς ἐργαζόμενους, τίς συνδικαλιστικές ὀργανώσεις καί τούς φορεῖς τῆς περιοχῆς, πού ζητοῦν ἄμεση ἱκανοποίηση τῶν δίκαιων αἰτημάτων τους καί καταγγέλλουν τήν πολιτική τῆς κυβέρνησης τῆς Ν.Δ. πού φορτώνει τά βάρη τῆς κρίσης στίς πλάτες τοῦ λαοῦ. [220,1227,423,1315]
headline-pensions: Η ΚΑΤΑΒΟΛΗ ΤΗΣ ΑΥΞΗΣΗΣ ΤΩΝ ΣΥΝΤΑΞΕΩΝ ΤΟΥ ΔΗΜΟΣΙΟΥ [1139,1106,1332,1159]
lottery-row [11,1352,209,1364]
article-text: Συνέχεια τῆς ἀνταπόκρισης ἀπό τούς ἐργαζόμενους, τίς συνδικαλιστικές ὀργανώσεις καί τούς φορεῖς τῆς περιοχῆς, πού ζητοῦν ἄμεση ἱκανοποίηση τῶν δίκαιων αἰτημάτων τους καί καταγγέλλουν τήν πολιτική τῆς κυβέρνησης τῆς Ν.Δ. πού φορτώνει τά βάρη τῆς κρίσης στίς πλάτες τοῦ λαοῦ. [435,740,653,815]
subhead-far-right: Στήν ἀκροδεξιά [702,638,841,657]
article-text: Συνέχεια τῆς ἀνταπόκρισης ἀπό τούς ἐργαζόμενους, τίς συνδικαλιστικές ὀργανώσεις καί τούς φορεῖς τῆς περιοχῆς, πού ζητοῦν ἄμεση ἱκανοποίηση τῶν δίκαιων αἰτημάτων τους καί καταγγέλλουν τήν πολιτική τῆς κυβέρνησης τῆς Ν.Δ. πού φορτώνει τά βάρη τῆς κρίσης στίς πλάτες τοῦ λαοῦ. [1122,576,1350,652]
headline-plo: Ἀντιπροσωπεία τῆς ΠΛΟ στήν Ἀθήνα [1361,665,1565,747]
headline-natali: ΕΠΙΣΤΟΛΗ ΝΑΤΑΛΙ ΣΤΟΝ κ. ΚΑΡΑΜΑΝΛΗ [452,1340,636,1375]
lottery-number: 48252 [47,1340,76,1351]
article-text: Συνέχεια τῆς ἀνταπόκρισης ἀπό τούς ἐργαζόμενους, τίς συνδικαλιστικές ὀργανώσεις καί τούς φορεῖς τῆς περιοχῆς, πού ζητοῦν ἄμεση ἱκανοποίηση τῶν δίκαιων αἰτημάτων τους καί καταγγέλλουν τήν πολιτική τῆς κυβέρνησης τῆς Ν.Δ. πού φορτώνει τά βάρη τῆς κρίσης στίς πλάτες τοῦ λαοῦ. [11,2061,209,2149]
lottery-number: 55513 [177,1549,207,1561]
article-text: Συνέχεια τῆς ἀνταπόκρισης ἀπό τούς ἐργαζόμενους, τίς συνδικαλιστικές ὀργανώσεις καί τούς φορεῖς τῆς περιοχῆς, πού ζητοῦν ἄμεση ἱκανοποίηση τῶν δίκαιων αἰτημάτων τους καί καταγγέλλουν τήν πολιτική τῆς κυβέρνησης τῆς Ν.Δ. πού φορτώνει τά βάρη τῆς κρίσης στίς πλάτες τοῦ λαοῦ. [220,2287,423,2376]
lottery-number [143,1364,209,1377]
lottery-number: 25137 [47,1327,76,1339]
article-text: Συνέχεια τῆς ἀνταπόκρισης ἀπό τούς ἐργαζόμενους, τίς συνδικαλιστικές ὀργανώσεις καί τούς φορεῖς τῆς περιοχῆς, πού ζητοῦν ἄμεση ἱκανοποίηση τῶν δίκαιων αἰτημάτων τους καί καταγγέλλουν τήν πολιτική τῆς κυβέρνησης τῆς Ν.Δ. πού φορτώνει τά βάρη τῆς κρίσης στίς πλάτες τοῦ λαοῦ. [1361,307,1553,395]
subhead-vimas: Στή «ΒΙΜΑΣ» [945,743,1061,762]
subhead-pancretan: Παγκρήτια κινητοποίηση [1123,993,1349,1012]
column-5 [890,38,1110,2380]
petroupoli-box [1122,1258,1350,1305]
lottery-number: 79961 [47,1463,76,1474]
subhead-mazda: «ΜΑΖΝΤΑ» [723,372,820,391]
lottery-number: 34437 [177,1525,207,1536]
issue-date: Τρίτη 29 Γενάρη 1980 [17,9,160,27]
brief-item: ΜΕ ΧΘΕΣΙΝΗ ἀπόφαση... [21,973,129,984]
lottery-number: 61117 [112,1562,141,1573]
lottery-row [11,1537,209,1549]
subhead-dei: Στή ΔΕΗ [1198,661,1274,680]
lottery-row [11,1327,209,1340]
lottery-number: 34823 [47,1414,76,1425]
subhead-pensions: Δημιουργία -ἡ αὔξηση τῶν συντάξεων [453,1212,635,1246]
lottery-number [77,1574,142,1586]
lottery-number: 14737 [47,1500,76,1511]
subhead-crete: Στήν Κρήτη [494,1026,593,1044]
article-text: Συνέχεια τῆς ἀνταπόκρισης ἀπό τούς ἐργαζόμενους, τίς συνδικαλιστικές ὀργανώσεις καί τούς φορεῖς τῆς περιοχῆς, πού ζητοῦν ἄμεση ἱκανοποίηση τῶν δίκαιων αἰτημάτων τους καί καταγγέλλουν τήν πολιτική τῆς κυβέρνησης τῆς Ν.Δ. πού φορτώνει τά βάρη τῆς κρίσης στίς πλάτες τοῦ λαοῦ. [435,522,653,598]
column-7 [1355,38,1565,2380]
lottery-number: 45311 [177,1537,207,1548]
lottery-row [11,1426,209,1438]
article-text: Συνέχεια τῆς ἀνταπόκρισης ἀπό τούς ἐργαζόμενους, τίς συνδικαλιστικές ὀργανώσεις καί τούς φορεῖς τῆς περιοχῆς, πού ζητοῦν ἄμεση ἱκανοποίηση τῶν δίκαιων αἰτημάτων τους καί καταγγέλλουν τήν πολιτική τῆς κυβέρνησης τῆς Ν.Δ. πού φορτώνει τά βάρη τῆς κρίσης στίς πλάτες τοῦ λαοῦ. [220,1133,423,1222]
article-text: Συνέχεια τῆς ἀνταπόκρισης ἀπό τούς ἐργαζόμενους, τίς συνδικαλιστικές ὀργανώσεις καί τούς φορεῖς τῆς περιοχῆς, πού ζητοῦν ἄμεση ἱκανοποίηση τῶν δίκαιων αἰτημάτων τους καί καταγγέλλουν τήν πολιτική τῆς κυβέρνησης τῆς Ν.Δ. πού φορτώνει τά βάρη τῆς κρίσης στίς πλάτες τοῦ λαοῦ. [220,535,423,624]
article-text: Συνέχεια τῆς ἀνταπόκρισης ἀπό τούς ἐργαζόμενους, τίς συνδικαλιστικές ὀργανώσεις καί τούς φορεῖς τῆς περιοχῆς, πού ζητοῦν ἄμεση ἱκανοποίηση τῶν δίκαιων αἰτημάτων τους καί καταγγέλλουν τήν πολιτική τῆς κυβέρνησης τῆς Ν.Δ. πού φορτώνει τά βάρη τῆς κρίσης στίς πλάτες τοῦ λαοῦ. [896,553,1110,643]
article-text: Συνέχεια τῆς ἀνταπόκρισης ἀπό τούς ἐργαζόμενους, τίς συνδικαλιστικές ὀργανώσεις καί τούς φορεῖς τῆς περιοχῆς, πού ζητοῦν ἄμεση ἱκανοποίηση τῶν δίκαιων αἰτημάτων τους καί καταγγέλλουν τήν πολιτική τῆς κυβέρνησης τῆς Ν.Δ. πού φορτώνει τά βάρη τῆς κρίσης στίς πλάτες τοῦ λαοῦ. [435,1047,653,1123]
lottery-number: 59994 [112,1352,141,1363]
lottery-row [11,1451,209,1463]
article-text: Συνέχεια τῆς ἀνταπόκρισης ἀπό τούς ἐργαζόμενους, τίς συνδικαλιστικές ὀργανώσεις καί τούς φορεῖς τῆς περιοχῆς, πού ζητοῦν ἄμεση ἱκανοποίηση τῶν δίκαιων αἰτημάτων τους καί καταγγέλλουν τήν πολιτική τῆς κυβέρνησης τῆς Ν.Δ. πού φορτώνει τά βάρη τῆς κρίσης στίς πλάτες τοῦ λαοῦ. [220,628,423,717]
